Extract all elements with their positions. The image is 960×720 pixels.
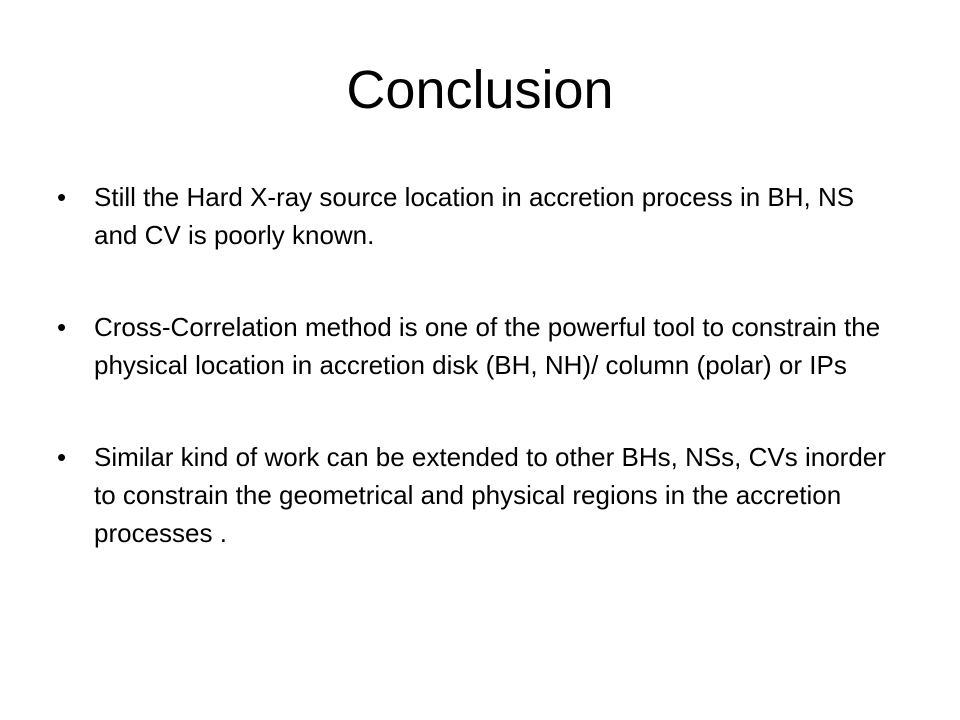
bullet-item xyxy=(57,308,887,384)
bullet-text: Still the Hard X-ray source location in accretion process in BH, NS and CV is poorly known. xyxy=(94,182,855,250)
bullet-item xyxy=(57,438,887,552)
bullet-marker: • xyxy=(57,442,67,472)
bullet-text: Cross-Correlation method is one of the powerful tool to constrain the physical location in accretion disk (BH, NH)/ column (polar) or IPs xyxy=(94,312,881,380)
bullet-list xyxy=(57,178,887,606)
bullet-marker: • xyxy=(57,182,67,212)
bullet-marker: • xyxy=(57,312,67,342)
slide-title: Conclusion xyxy=(346,60,614,120)
bullet-item xyxy=(57,178,887,254)
bullet-text: Similar kind of work can be extended to other BHs, NSs, CVs inorder to constrain the geometrical and physical regions in the accretion processes . xyxy=(94,442,886,548)
